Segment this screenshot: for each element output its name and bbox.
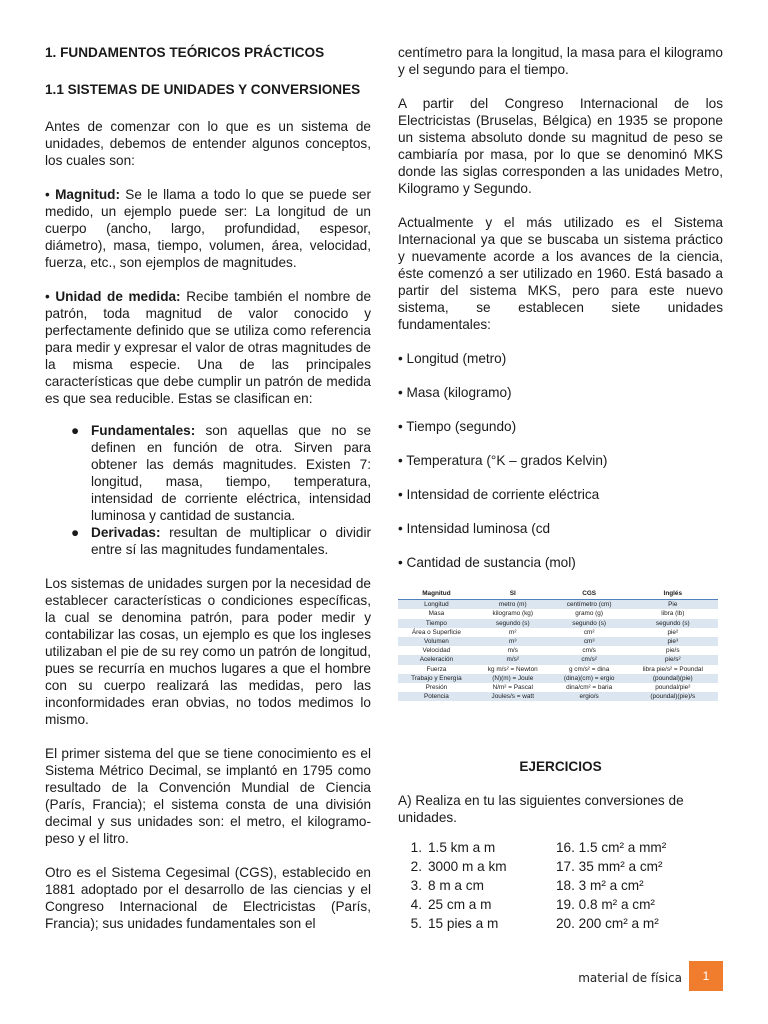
metrico-paragraph: El primer sistema del que se tiene conocimiento es el Sistema Métrico Decimal, se implantó en 1795 como resultado de la Convención Mundial de Ciencia (París, Francia); el sistema consta de una división decimal y sus unidades son: el metro, el kilogramo-peso y el litro.: [45, 746, 371, 846]
subsection-heading: 1.1 SISTEMAS DE UNIDADES Y CONVERSIONES: [45, 82, 361, 97]
table-cell: metro (m): [475, 600, 551, 610]
table-row: [398, 600, 718, 610]
table-cell: Trabajo y Energía: [398, 674, 475, 683]
exercise-number: 2.: [410, 859, 422, 875]
table-row: [398, 683, 718, 692]
exercise-number: 5.: [410, 916, 422, 932]
table-row: [398, 646, 718, 655]
table-row: [398, 655, 718, 664]
table-cell: dina/cm² = baria: [566, 684, 613, 692]
derivadas-text: resultan de multiplicar o dividir entre sí las magnitudes fundamentales.: [91, 525, 372, 557]
table-cell: cm/s²: [551, 655, 628, 664]
page-number: 1: [689, 961, 723, 991]
list-item: • Masa (kilogramo): [398, 385, 512, 400]
exercise-item: 15 pies a m: [428, 916, 499, 932]
table-cell: pie/s²: [628, 655, 718, 664]
table-row: [398, 674, 718, 683]
table-cell: m²: [509, 628, 517, 636]
exercise-number: 3.: [410, 878, 422, 894]
table-cell: cm²: [583, 628, 595, 636]
exercise-row: [398, 896, 723, 915]
table-cell: poundal/pie²: [655, 684, 691, 692]
table-row: [398, 628, 718, 637]
table-cell: (N)(m) = Joule: [475, 674, 551, 683]
exercise-number: 4.: [410, 897, 422, 913]
exercises-intro: A) Realiza en tu las siguientes conversiones de unidades.: [398, 793, 684, 826]
list-item: • Intensidad de corriente eléctrica: [398, 487, 600, 502]
units-table: [398, 588, 718, 701]
table-cell: pie²: [667, 628, 679, 636]
continuation-paragraph: centímetro para la longitud, la masa para el kilogramo y el segundo para el tiempo.: [398, 45, 723, 77]
table-cell: Volumen: [398, 637, 475, 646]
table-header: SI: [475, 588, 551, 600]
table-cell: centímetro (cm): [551, 600, 628, 610]
table-row: [398, 619, 718, 628]
table-cell: ergio/s: [551, 692, 628, 701]
table-cell: libra (lb): [661, 610, 685, 618]
exercise-item: 25 cm a m: [428, 897, 492, 913]
table-row: [398, 692, 718, 701]
right-column: [398, 44, 723, 934]
table-cell: g cm/s² = dina: [568, 665, 610, 673]
list-item: • Cantidad de sustancia (mol): [398, 555, 576, 570]
exercises-list: [398, 839, 723, 934]
table-cell: pie/s: [666, 647, 680, 655]
table-cell: cm³: [551, 637, 628, 646]
table-cell: Aceleración: [398, 655, 475, 664]
table-cell: Masa: [428, 610, 445, 618]
table-cell: cm/s: [582, 647, 596, 655]
exercise-item: 8 m a cm: [428, 878, 484, 894]
list-item: • Tiempo (segundo): [398, 419, 517, 434]
exercise-item: 3000 m a km: [428, 859, 507, 875]
table-row: [398, 637, 718, 646]
table-cell: Joules/s = watt: [475, 692, 551, 701]
table-cell: Velocidad: [422, 647, 451, 655]
intro-paragraph: Antes de comenzar con lo que es un sistema de unidades, debemos de entender algunos conceptos, los cuales son:: [45, 119, 371, 168]
mks-paragraph: A partir del Congreso Internacional de los Electricistas (Bruselas, Bélgica) en 1935 se propone un sistema absoluto donde su magnitud de peso se cambiaría por masa, por lo que se denominó MKS donde las siglas corresponden a las unidades Metro, Kilogramo y Segundo.: [398, 96, 723, 196]
table-row: [398, 665, 718, 674]
table-header: Magnitud: [398, 588, 475, 600]
list-item: ● Fundamentales: son aquellas que no se definen en función de otra. Sirven para obtener las demás magnitudes. Existen 7: longitud, masa, tiempo, temperatura, intensidad de corriente eléctrica, intensidad luminosa y cantidad de sustancia.: [71, 423, 372, 523]
table-cell: kilogramo (kg): [492, 610, 533, 618]
unidad-text: Recibe también el nombre de patrón, toda magnitud de valor conocido y perfectamente definido que se utiliza como referencia para medir y expresar el valor de otras magnitudes de la misma especie. Una de las principales características que debe cumplir un patrón de medida es que sea reducible. Estas se clasifican en:: [45, 289, 372, 406]
table-cell: (poundal)(pie)/s: [628, 692, 718, 701]
left-column: [45, 44, 371, 949]
cgs-paragraph: Otro es el Sistema Cegesimal (CGS), establecido en 1881 adoptado por el desarrollo de las ciencias y el Congreso Internacional de Electricistas (París, Francia); sus unidades fundamentales son el: [45, 865, 371, 931]
unidad-definition: • Unidad de medida: Recibe también el nombre de patrón, toda magnitud de valor conocido y perfectamente definido que se utiliza como referencia para medir y expresar el valor de otras magnitudes de la misma especie. Una de las principales características que debe cumplir un patrón de medida es que sea reducible. Estas se clasifican en:: [45, 289, 372, 406]
exercise-number: 1.: [410, 840, 422, 856]
exercise-item: 17. 35 mm² a cm²: [556, 859, 663, 875]
exercise-row: [398, 858, 723, 877]
exercise-item: 18. 3 m² a cm²: [556, 878, 644, 894]
table-cell: N/m² = Pascal: [492, 684, 533, 692]
exercise-row: [398, 839, 723, 858]
magnitud-label: Magnitud:: [55, 187, 120, 202]
footer-label: material de física: [578, 971, 682, 985]
magnitud-text: Se le llama a todo lo que se puede ser medido, un ejemplo puede ser: La longitud de un cuerpo (ancho, largo, profundidad, espesor, diámetro), masa, tiempo, volumen, área, velocidad, fuerza, etc., son ejemplos de magnitudes.: [45, 187, 371, 270]
table-header-row: [398, 588, 718, 600]
table-cell: Potencia: [398, 692, 475, 701]
fundamentales-label: Fundamentales:: [91, 423, 196, 438]
classification-list: [71, 422, 371, 558]
list-item: ● Derivadas: resultan de multiplicar o dividir entre sí las magnitudes fundamentales.: [71, 525, 372, 557]
table-cell: m/s²: [475, 655, 551, 664]
page-footer: [0, 961, 768, 991]
exercise-item: 19. 0.8 m² a cm²: [556, 897, 655, 913]
exercise-item: 20. 200 cm² a m²: [556, 916, 659, 932]
table-cell: libra pie/s² = Poundal: [642, 665, 703, 673]
fundamentales-text: son aquellas que no se definen en función de otra. Sirven para obtener las demás magnitudes. Existen 7: longitud, masa, tiempo, temperatura, intensidad de corriente eléctrica, intensidad luminosa y cantidad de sustancia.: [91, 423, 372, 523]
table-cell: Pie: [628, 600, 718, 610]
table-cell: Longitud: [398, 600, 475, 610]
exercises-title: EJERCICIOS: [519, 759, 602, 775]
table-row: [398, 609, 718, 618]
fundamental-units-list: [398, 350, 723, 571]
table-cell: segundo (s): [475, 619, 551, 628]
table-cell: gramo (g): [575, 610, 603, 618]
table-cell: segundo (s): [551, 619, 628, 628]
table-cell: pie³: [628, 637, 718, 646]
table-cell: Área o Superficie: [411, 628, 461, 636]
magnitud-definition: • Magnitud: Se le llama a todo lo que se puede ser medido, un ejemplo puede ser: La longitud de un cuerpo (ancho, largo, profundidad, espesor, diámetro), masa, tiempo, volumen, área, velocidad, fuerza, etc., son ejemplos de magnitudes.: [45, 187, 371, 270]
table-header: CGS: [551, 588, 628, 600]
table-cell: segundo (s): [628, 619, 718, 628]
table-header: Inglés: [628, 588, 718, 600]
list-item: • Longitud (metro): [398, 351, 507, 366]
table-cell: kg m/s² = Newton: [487, 665, 538, 673]
table-cell: Presión: [425, 684, 448, 692]
exercise-row: [398, 915, 723, 934]
sistemas-paragraph: Los sistemas de unidades surgen por la necesidad de establecer características o condiciones específicas, la cual se denomina patrón, para poder medir y contabilizar las cosas, un ejemplo es que los ingleses utilizaban el pie de su rey como un patrón de longitud, pues se recurría en muchos lugares a que el hombre con su cuerpo realizará las medidas, pero las inconformidades eran obvias, no todos medimos lo mismo.: [45, 576, 371, 727]
unidad-label: Unidad de medida:: [55, 289, 181, 304]
table-cell: m/s: [507, 647, 518, 655]
table-cell: Fuerza: [426, 665, 447, 673]
table-cell: (dina)(cm) = ergio: [551, 674, 628, 683]
list-item: • Temperatura (°K – grados Kelvin): [398, 453, 608, 468]
si-paragraph: Actualmente y el más utilizado es el Sistema Internacional ya que se buscaba un sistema práctico y nuevamente acorde a los avances de la ciencia, éste comenzó a ser utilizado en 1960. Está basado a partir del sistema MKS, pero para este nuevo sistema, se establecen siete unidades fundamentales:: [398, 215, 723, 332]
list-item: • Intensidad luminosa (cd: [398, 521, 551, 536]
exercise-item: 16. 1.5 cm² a mm²: [556, 840, 667, 856]
table-cell: Tiempo: [398, 619, 475, 628]
section-heading: 1. FUNDAMENTOS TEÓRICOS PRÁCTICOS: [45, 45, 325, 60]
table-cell: m³: [475, 637, 551, 646]
table-cell: (poundal)(pie): [628, 674, 718, 683]
exercise-item: 1.5 km a m: [428, 840, 496, 856]
derivadas-label: Derivadas:: [91, 525, 161, 540]
exercise-row: [398, 877, 723, 896]
